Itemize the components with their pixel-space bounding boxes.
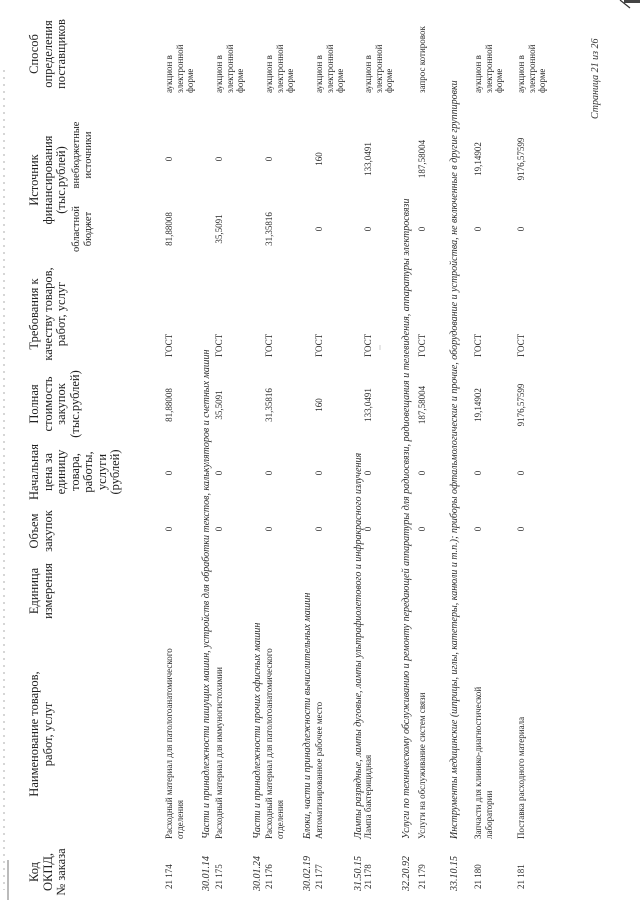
price-cell: 0 xyxy=(164,470,174,476)
regional-budget-cell: 31,35816 xyxy=(264,212,274,246)
extrabudget-cell: 187,58004 xyxy=(417,139,427,179)
header-price-line: (рублей) xyxy=(108,449,122,495)
order-number: 21 176 xyxy=(264,864,274,889)
volume-cell: 0 xyxy=(516,526,526,532)
volume-cell: 0 xyxy=(214,526,224,532)
total-cost-cell: 160 xyxy=(314,398,324,412)
header-requirements xyxy=(28,264,69,364)
item-name: Расходный материал для патологоанатомического отделения xyxy=(164,648,185,839)
header-sources xyxy=(28,105,69,255)
header-name-line: Наименование товаров, xyxy=(27,671,41,797)
total-cost-cell: 187,58004 xyxy=(417,385,427,425)
header-sources-line: финансирования xyxy=(40,135,55,225)
header-method xyxy=(28,9,69,99)
group-title: Инструменты медицинские (шприцы, иглы, катетеры, канюли и т.п.); приборы офтальмологические и прочие, оборудование и устройства, не включенные в другие группировки xyxy=(449,80,460,839)
price-cell: 0 xyxy=(264,470,274,476)
header-total-line: закупок xyxy=(54,383,68,425)
order-number: 21 174 xyxy=(164,864,174,889)
header-total-line: Полная xyxy=(27,384,41,424)
procurement-method-cell: запрос котировок xyxy=(417,26,427,93)
group-title: Блоки, части и принадлежности вычислительных машин xyxy=(302,592,313,839)
header-volume xyxy=(28,505,55,557)
extrabudget-cell: 0 xyxy=(164,156,174,162)
group-okpd-code: 32.20.92 xyxy=(401,856,412,891)
price-cell: 0 xyxy=(314,470,324,476)
header-sources-line: Источник xyxy=(27,154,41,206)
extrabudget-cell: 133,0491 xyxy=(363,142,373,176)
total-cost-cell: 133,0491 xyxy=(363,388,373,422)
price-cell: 0 xyxy=(363,470,373,476)
header-sources-sub: областной xyxy=(71,206,82,252)
header-requirements-line: Требования к xyxy=(27,278,41,350)
total-cost-cell: 9176,57599 xyxy=(516,383,526,427)
header-volume-line: Объем xyxy=(27,513,41,549)
group-title: Части и принадлежности прочих офисных машин xyxy=(252,622,263,839)
procurement-method-cell: аукцион в электронной форме xyxy=(363,44,394,93)
header-name-line: работ, услуг xyxy=(40,701,55,767)
volume-cell: 0 xyxy=(264,526,274,532)
price-cell: 0 xyxy=(516,470,526,476)
regional-budget-cell: 0 xyxy=(314,226,324,232)
header-unit-line: измерения xyxy=(40,563,55,619)
regional-budget-cell: 0 xyxy=(516,226,526,232)
price-cell: 0 xyxy=(417,470,427,476)
total-cost-cell: 81,88008 xyxy=(164,388,174,422)
item-name: Автоматизированное рабочее место xyxy=(314,701,324,839)
extrabudget-cell: 160 xyxy=(314,152,324,166)
requirements-cell: ГОСТ xyxy=(473,333,483,357)
regional-budget-cell: 35,5091 xyxy=(214,214,224,244)
requirements-cell: ГОСТ xyxy=(363,333,373,357)
requirements-cell: ГОСТ xyxy=(164,333,174,357)
header-total-line: (тыс.рублей) xyxy=(67,370,82,438)
price-cell: 0 xyxy=(214,470,224,476)
header-requirements-line: работ, услуг xyxy=(54,281,68,347)
item-name: Запчасти для клинико-диагностической лаборатории xyxy=(473,686,494,839)
header-unit xyxy=(28,560,55,622)
rotated-page xyxy=(26,0,614,905)
group-title: Услуги по техническому обслуживанию и ремонту передающей аппаратуры для радиосвязи, радиовещания и телевидения, аппаратуры электросвязи xyxy=(401,198,412,839)
extrabudget-cell: 9176,57599 xyxy=(516,137,526,181)
header-sources-sub: источники xyxy=(83,131,94,179)
page-number: Страница 21 из 26 xyxy=(590,38,601,119)
requirements-cell: ГОСТ xyxy=(264,333,274,357)
requirements-cell: ГОСТ xyxy=(516,333,526,357)
volume-cell: 0 xyxy=(314,526,324,532)
header-price-line: цена за xyxy=(40,452,55,492)
header-sources-line: (тыс.рублей) xyxy=(54,146,68,214)
procurement-method-cell: аукцион в электронной форме xyxy=(516,44,547,93)
group-title: Части и принадлежности пишущих машин, устройств для обработки текстов, калькуляторов и счетных машин xyxy=(201,349,212,839)
requirements-cell: ГОСТ xyxy=(417,333,427,357)
header-method-line: Способ xyxy=(27,34,41,74)
order-number: 21 178 xyxy=(363,864,373,889)
total-cost-cell: 31,35816 xyxy=(264,388,274,422)
group-okpd-code: 31.50.15 xyxy=(353,856,364,891)
group-okpd-code: 30.01.24 xyxy=(252,856,263,891)
header-sources-sub: бюджет xyxy=(83,211,94,247)
header-sources-sub: внебюджетные xyxy=(71,121,82,189)
header-price-line: работы, xyxy=(81,451,95,493)
order-number: 21 175 xyxy=(214,864,224,889)
group-title: Лампы разрядные, лампы дуговые, лампы ультрафиолетового и инфракрасного излучения xyxy=(353,452,364,839)
item-name: Расходный материал для иммуногистохимии xyxy=(214,667,224,839)
header-volume-line: закупок xyxy=(40,510,55,552)
header-total-line: стоимость xyxy=(40,376,55,432)
header-code-line: Код xyxy=(27,862,41,882)
regional-budget-cell: 0 xyxy=(473,226,483,232)
group-okpd-code: 30.02.19 xyxy=(302,856,313,891)
volume-cell: 0 xyxy=(473,526,483,532)
extrabudget-cell: 19,14902 xyxy=(473,142,483,176)
extrabudget-cell: 0 xyxy=(214,156,224,162)
volume-cell: 0 xyxy=(164,526,174,532)
procurement-method-cell: аукцион в электронной форме xyxy=(473,44,504,93)
header-unit-line: Единица xyxy=(27,567,41,615)
order-number: 21 179 xyxy=(417,864,427,889)
volume-cell: 0 xyxy=(363,526,373,532)
procurement-method-cell: аукцион в электронной форме xyxy=(264,44,295,93)
header-code-line: ОКПД, xyxy=(40,852,55,892)
volume-cell: 0 xyxy=(417,526,427,532)
requirements-cell: ГОСТ xyxy=(314,333,324,357)
price-cell: 0 xyxy=(473,470,483,476)
item-name: Поставка расходного материала xyxy=(516,716,526,839)
item-name: Расходный материал для патологоанатомического отделения xyxy=(264,648,285,839)
header-price-line: Начальная xyxy=(27,444,41,500)
procurement-method-cell: аукцион в электронной форме xyxy=(214,44,245,93)
group-okpd-code: 33.10.15 xyxy=(449,856,460,891)
item-name: Лампа бактерицидная xyxy=(363,754,373,839)
procurement-method-cell: аукцион в электронной форме xyxy=(314,44,345,93)
header-code xyxy=(28,847,69,897)
group-okpd-code: 30.01.14 xyxy=(201,856,212,891)
order-number: 21 177 xyxy=(314,864,324,889)
regional-budget-cell: 0 xyxy=(363,226,373,232)
header-price-line: услуги xyxy=(94,453,109,491)
item-name: Услуги на обслуживание систем связи xyxy=(417,692,427,839)
header-price xyxy=(28,443,123,501)
header-price-line: единицу xyxy=(54,449,68,495)
order-number: 21 181 xyxy=(516,864,526,889)
order-number: 21 180 xyxy=(473,864,483,889)
header-code-line: № заказа xyxy=(54,848,68,896)
header-method-line: поставщиков xyxy=(54,19,68,89)
header-name xyxy=(28,629,55,839)
requirements-cell: ГОСТ xyxy=(214,333,224,357)
header-method-line: определения xyxy=(40,20,55,88)
header-requirements-line: качеству товаров, xyxy=(40,267,55,361)
header-total xyxy=(28,369,82,439)
total-cost-cell: 19,14902 xyxy=(473,388,483,422)
extrabudget-cell: 0 xyxy=(264,156,274,162)
procurement-method-cell: аукцион в электронной форме xyxy=(164,44,195,93)
regional-budget-cell: 0 xyxy=(417,226,427,232)
regional-budget-cell: 81,88008 xyxy=(164,212,174,246)
total-cost-cell: 35,5091 xyxy=(214,390,224,420)
header-price-line: товара, xyxy=(67,453,82,491)
